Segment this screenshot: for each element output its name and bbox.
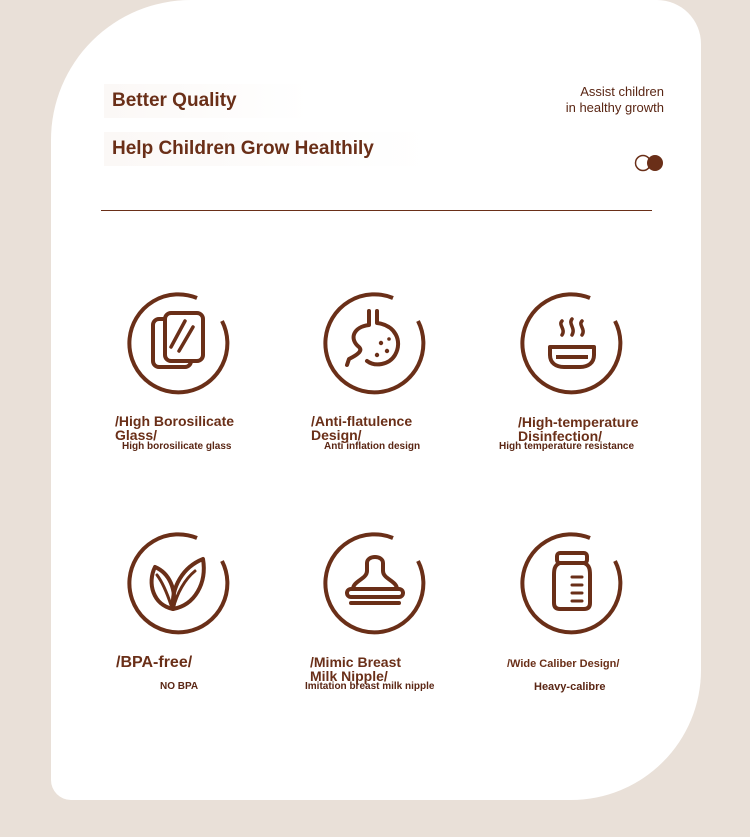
feature-title-4: /BPA-free/ bbox=[116, 654, 193, 671]
tagline-line-1: Assist children bbox=[580, 84, 664, 99]
feature-title-5: /Mimic Breast Milk Nipple/ bbox=[310, 654, 402, 684]
feature-subtitle-6: Heavy-calibre bbox=[534, 681, 606, 693]
steaming-bowl-icon bbox=[520, 291, 624, 395]
nipple-icon bbox=[323, 531, 427, 635]
tagline-line-2: in healthy growth bbox=[565, 100, 664, 115]
feature-subtitle-2: Anti inflation design bbox=[324, 441, 421, 452]
stomach-icon bbox=[323, 291, 427, 395]
feature-subtitle-3: High temperature resistance bbox=[499, 441, 635, 452]
feature-title-6: /Wide Caliber Design/ bbox=[507, 658, 620, 670]
feature-subtitle-1: High borosilicate glass bbox=[122, 441, 232, 452]
feature-subtitle-4: NO BPA bbox=[160, 681, 199, 692]
feature-title-1: /High Borosilicate Glass/ bbox=[115, 413, 235, 443]
glass-panes-icon bbox=[127, 291, 231, 395]
heading-help-children: Help Children Grow Healthily bbox=[104, 132, 430, 166]
divider-line bbox=[101, 210, 652, 211]
toggle-dots-icon bbox=[634, 154, 666, 172]
jar-icon bbox=[520, 531, 624, 635]
feature-subtitle-5: Imitation breast milk nipple bbox=[305, 681, 435, 692]
leaf-icon bbox=[127, 531, 231, 635]
feature-title-3: /High-temperature Disinfection/ bbox=[518, 414, 639, 444]
heading-better-quality: Better Quality bbox=[104, 84, 310, 118]
feature-title-2: /Anti-flatulence Design/ bbox=[311, 413, 413, 443]
tagline bbox=[566, 84, 664, 116]
